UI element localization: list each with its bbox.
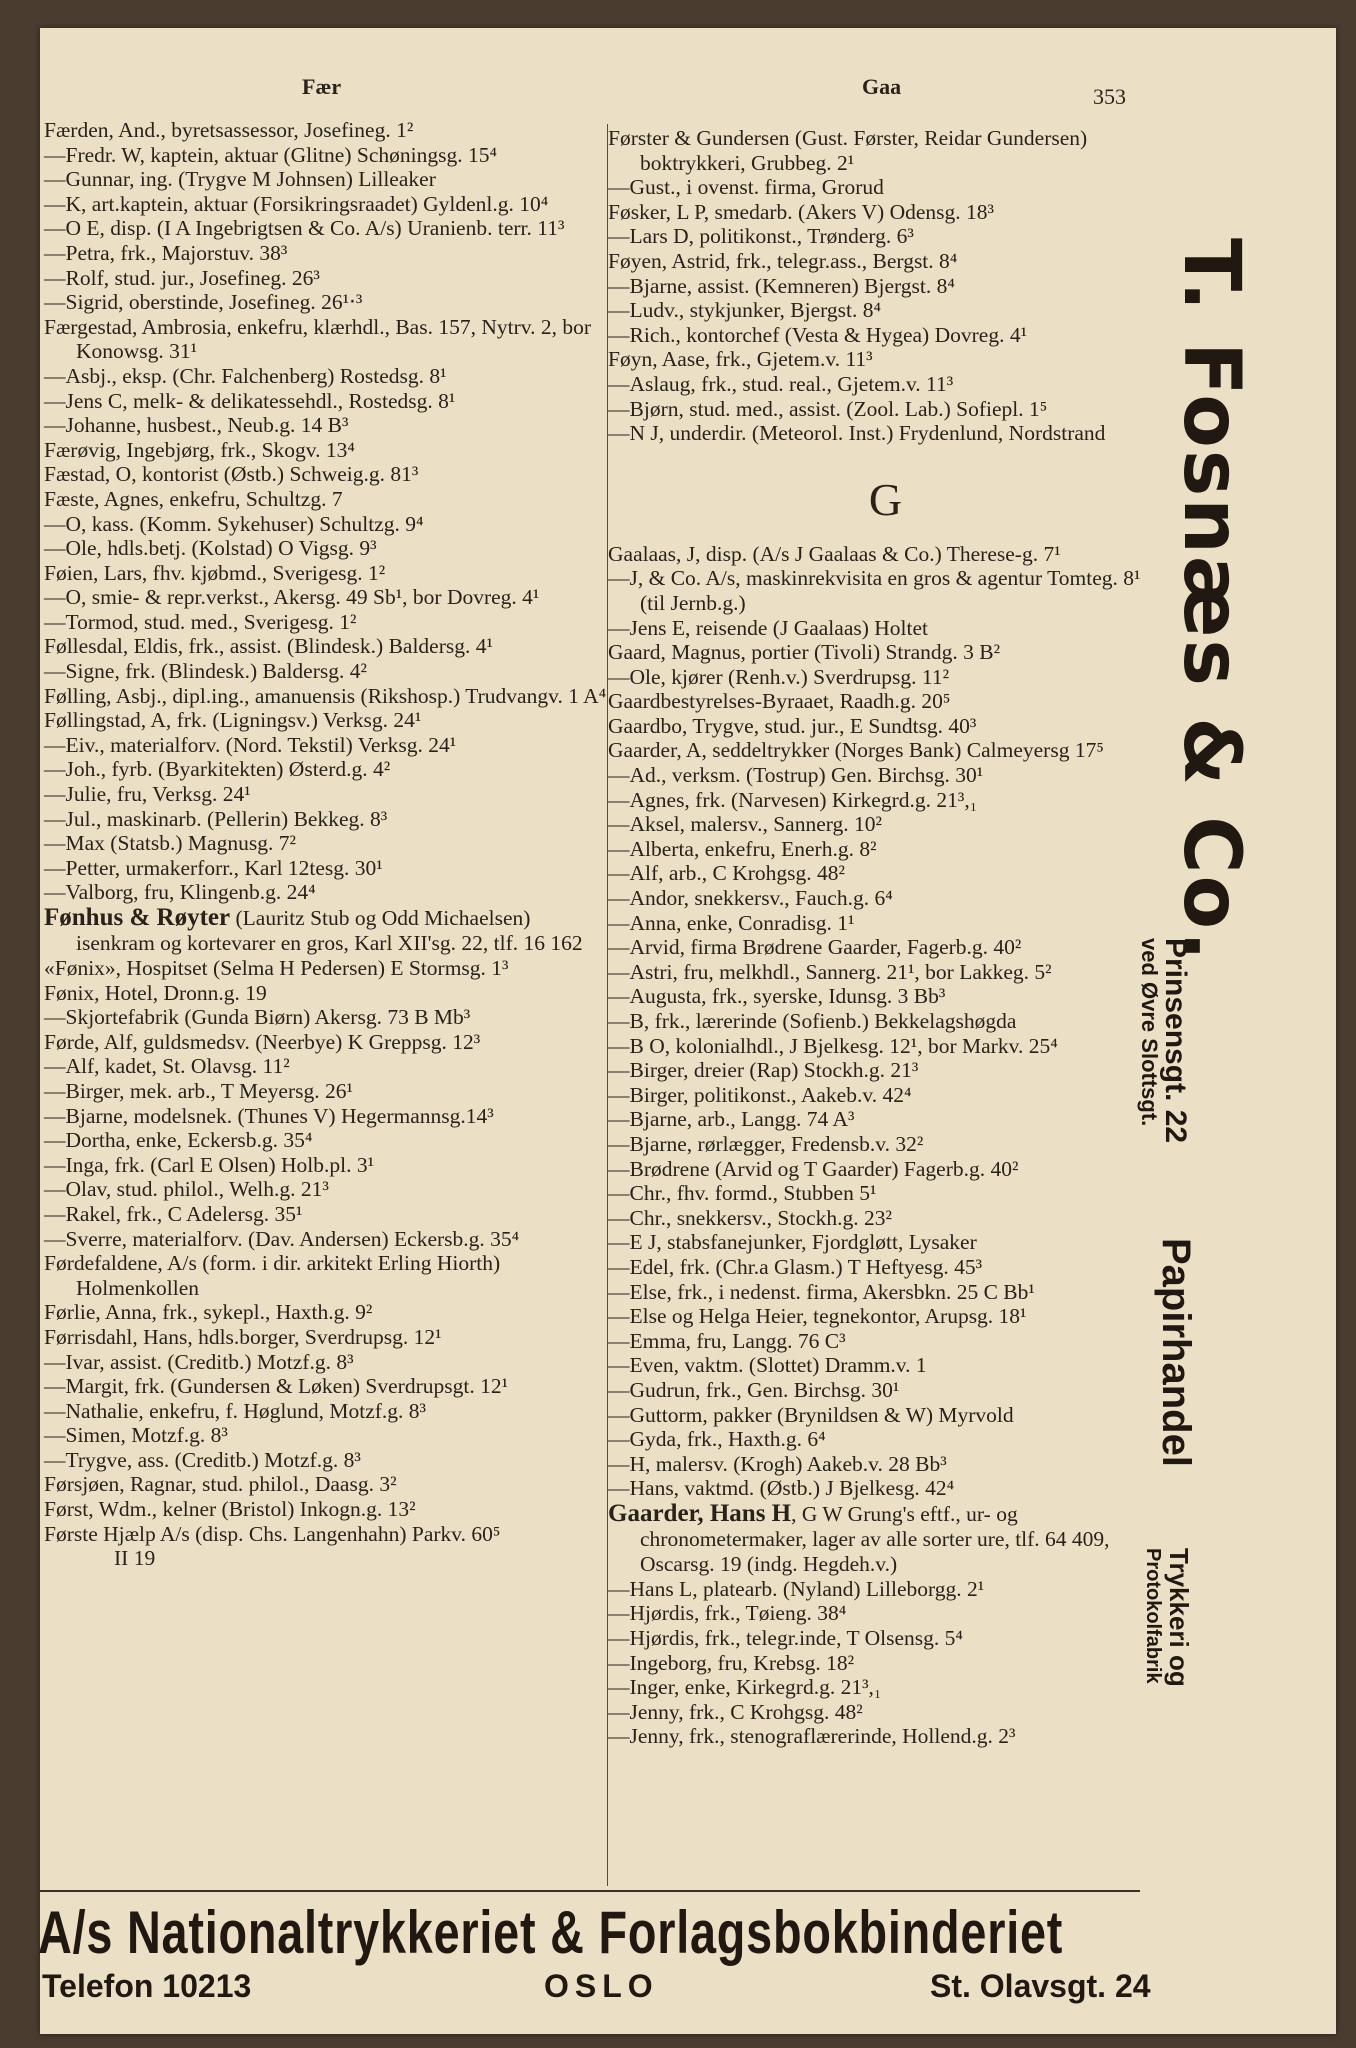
header-center: Gaa bbox=[862, 74, 902, 99]
directory-entry: —Bjarne, modelsnek. (Thunes V) Hegermannsg.14³ bbox=[44, 1103, 494, 1128]
directory-entry: —Gyda, frk., Haxth.g. 6⁴ bbox=[608, 1427, 826, 1452]
directory-entry: —Chr., snekkersv., Stockh.g. 23² bbox=[608, 1205, 892, 1230]
directory-entry: —O E, disp. (I A Ingebrigtsen & Co. A/s) Uranienb. terr. 11³ bbox=[44, 216, 565, 241]
directory-entry: —Bjarne, rørlægger, Fredensb.v. 32² bbox=[608, 1131, 924, 1156]
directory-entry: —Jenny, frk., C Krohgsg. 48² bbox=[608, 1699, 863, 1724]
right-column bbox=[608, 126, 1163, 1749]
directory-entry: Førsjøen, Ragnar, stud. philol., Daasg. 3² bbox=[44, 1472, 397, 1497]
directory-entry: Føyn, Aase, frk., Gjetem.v. 11³ bbox=[608, 347, 873, 372]
footer-address: St. Olavsgt. 24 bbox=[930, 1968, 1151, 2004]
directory-entry: —Nathalie, enkefru, f. Høglund, Motzf.g. 8³ bbox=[44, 1398, 427, 1423]
directory-entry: —Ole, kjører (Renh.v.) Sverdrupsg. 11² bbox=[608, 664, 950, 689]
directory-entry: —Hans L, platearb. (Nyland) Lilleborgg. 2¹ bbox=[608, 1576, 985, 1601]
directory-entry: Gaarder, Hans H, G W Grung's eftf., ur- og chronometermaker, lager av alle sorter ure, tlf. 64 409, Oscarsg. 19 (indg. Hegdeh.v.) bbox=[608, 1499, 1110, 1576]
directory-entry: —Jenny, frk., stenograflærerinde, Hollend.g. 2³ bbox=[608, 1724, 1016, 1749]
directory-entry: —Else, frk., i nedenst. firma, Akersbkn. 25 C Bb¹ bbox=[608, 1279, 1035, 1304]
directory-entry: —Simen, Motzf.g. 8³ bbox=[44, 1423, 228, 1448]
right-column-top bbox=[608, 126, 1163, 446]
header-left: Fær bbox=[302, 74, 342, 99]
directory-entry: —Sigrid, oberstinde, Josefineg. 26¹‧³ bbox=[44, 290, 363, 315]
directory-entry: —Valborg, fru, Klingenb.g. 24⁴ bbox=[44, 880, 316, 905]
directory-entry: Færøvig, Ingebjørg, frk., Skogv. 13⁴ bbox=[44, 437, 355, 462]
directory-entry: —Jens E, reisende (J Gaalaas) Holtet bbox=[608, 615, 929, 640]
directory-entry: —Ingeborg, fru, Krebsg. 18² bbox=[608, 1650, 855, 1675]
directory-entry: —Alf, kadet, St. Olavsg. 11² bbox=[44, 1054, 290, 1079]
directory-entry: —E J, stabsfanejunker, Fjordgløtt, Lysaker bbox=[608, 1230, 977, 1255]
directory-entry: —Margit, frk. (Gundersen & Løken) Sverdrupsgt. 12¹ bbox=[44, 1374, 509, 1399]
directory-entry: —Else og Helga Heier, tegnekontor, Arupsg. 18¹ bbox=[608, 1304, 1027, 1329]
directory-entry: —Rolf, stud. jur., Josefineg. 26³ bbox=[44, 265, 320, 290]
directory-entry: —Birger, politikonst., Aakeb.v. 42⁴ bbox=[608, 1082, 912, 1107]
directory-entry: —O, kass. (Komm. Sykehuser) Schultzg. 9⁴ bbox=[44, 511, 424, 536]
directory-entry: —Brødrene (Arvid og T Gaarder) Fagerb.g. 40² bbox=[608, 1156, 1019, 1181]
directory-entry: Først, Wdm., kelner (Bristol) Inkogn.g. 13² bbox=[44, 1497, 416, 1522]
directory-entry: Gaardbo, Trygve, stud. jur., E Sundtsg. 40³ bbox=[608, 713, 977, 738]
directory-entry: —Aksel, malersv., Sannerg. 10² bbox=[608, 812, 882, 837]
directory-entry: —Birger, mek. arb., T Meyersg. 26¹ bbox=[44, 1078, 353, 1103]
ad-company: T. Fosnæs & Co. bbox=[1166, 238, 1256, 963]
directory-entry: Føsker, L P, smedarb. (Akers V) Odensg. 18³ bbox=[608, 199, 994, 224]
directory-entry: —K, art.kaptein, aktuar (Forsikringsraadet) Gyldenl.g. 10⁴ bbox=[44, 191, 549, 216]
footer-telefon: Telefon 10213 bbox=[42, 1968, 252, 2004]
ad-address-corner: ved Øvre Slottsgt. bbox=[1137, 938, 1162, 1127]
directory-entry: —Asbj., eksp. (Chr. Falchenberg) Rostedsg. 8¹ bbox=[44, 363, 447, 388]
section-letter: G bbox=[868, 473, 903, 525]
directory-entry: —Ole, hdls.betj. (Kolstad) O Vigsg. 9³ bbox=[44, 536, 377, 561]
directory-entry: —Eiv., materialforv. (Nord. Tekstil) Verksg. 24¹ bbox=[44, 732, 457, 757]
directory-entry: —O, smie- & repr.verkst., Akersg. 49 Sb¹, bor Dovreg. 4¹ bbox=[44, 585, 540, 610]
directory-entry: —Chr., fhv. formd., Stubben 5¹ bbox=[608, 1181, 877, 1206]
directory-entry: —Bjarne, assist. (Kemneren) Bjergst. 8⁴ bbox=[608, 273, 955, 298]
directory-entry: —Hjørdis, frk., telegr.inde, T Olsensg. 5⁴ bbox=[608, 1626, 963, 1651]
directory-entry: —Even, vaktm. (Slottet) Dramm.v. 1 bbox=[608, 1353, 927, 1378]
directory-entry: —Lars D, politikonst., Trønderg. 6³ bbox=[608, 224, 914, 249]
directory-entry: —Guttorm, pakker (Brynildsen & W) Myrvold bbox=[608, 1402, 1014, 1427]
directory-entry: Fæste, Agnes, enkefru, Schultzg. 7 bbox=[44, 486, 343, 511]
directory-entry: Gaard, Magnus, portier (Tivoli) Strandg. 3 B² bbox=[608, 640, 1001, 665]
directory-entry: Gaalaas, J, disp. (A/s J Gaalaas & Co.) Therese-g. 7¹ bbox=[608, 541, 1061, 566]
directory-entry: Gaardbestyrelses-Byraaet, Raadh.g. 20⁵ bbox=[608, 689, 951, 714]
directory-entry: —Max (Statsb.) Magnusg. 7² bbox=[44, 831, 296, 856]
directory-entry: —Olav, stud. philol., Welh.g. 21³ bbox=[44, 1177, 329, 1202]
directory-entry: —Julie, fru, Verksg. 24¹ bbox=[44, 782, 251, 807]
directory-entry: Føllingstad, A, frk. (Ligningsv.) Verksg. 24¹ bbox=[44, 708, 422, 733]
directory-entry: Førrisdahl, Hans, hdls.borger, Sverdrupsg. 12¹ bbox=[44, 1324, 442, 1349]
directory-entry: —Rich., kontorchef (Vesta & Hygea) Dovreg. 4¹ bbox=[608, 322, 1028, 347]
directory-entry: —Jens C, melk- & delikatessehdl., Rostedsg. 8¹ bbox=[44, 388, 456, 413]
directory-entry: Førlie, Anna, frk., sykepl., Haxth.g. 9² bbox=[44, 1300, 373, 1325]
right-column-bottom bbox=[608, 542, 1163, 1749]
directory-entry: —Petra, frk., Majorstuv. 38³ bbox=[44, 240, 288, 265]
directory-entry: Føllesdal, Eldis, frk., assist. (Blindesk.) Baldersg. 4¹ bbox=[44, 634, 493, 659]
directory-entry: —Edel, frk. (Chr.a Glasm.) T Heftyesg. 45³ bbox=[608, 1254, 983, 1279]
directory-entry: —Jul., maskinarb. (Pellerin) Bekkeg. 8³ bbox=[44, 806, 388, 831]
footer-city: OSLO bbox=[544, 1968, 659, 2004]
directory-entry: —Bjørn, stud. med., assist. (Zool. Lab.) Sofiepl. 1⁵ bbox=[608, 396, 1048, 421]
directory-entry: —Sverre, materialforv. (Dav. Andersen) Eckersb.g. 35⁴ bbox=[44, 1226, 520, 1251]
directory-entry: —Johanne, husbest., Neub.g. 14 B³ bbox=[44, 413, 349, 438]
footer-printer-name: A/s Nationaltrykkeriet & Forlagsbokbinderiet bbox=[38, 1899, 1064, 1966]
directory-entry: —Skjortefabrik (Gunda Biørn) Akersg. 73 B Mb³ bbox=[44, 1005, 471, 1030]
directory-page bbox=[40, 28, 1336, 2034]
directory-entry: —B, frk., lærerinde (Sofienb.) Bekkelagshøgda bbox=[608, 1009, 1017, 1033]
directory-entry: —Gunnar, ing. (Trygve M Johnsen) Lilleaker bbox=[44, 167, 436, 192]
directory-entry: —B O, kolonialhdl., J Bjelkesg. 12¹, bor Markv. 25⁴ bbox=[608, 1033, 1058, 1058]
directory-entry: Fønhus & Røyter (Lauritz Stub og Odd Michaelsen) isenkram og kortevarer en gros, Karl XII'sg. 22, tlf. 16 162 bbox=[44, 904, 583, 955]
directory-entry: —Inger, enke, Kirkegrd.g. 21³,₁ bbox=[608, 1675, 882, 1700]
directory-entry: —Trygve, ass. (Creditb.) Motzf.g. 8³ bbox=[44, 1447, 361, 1472]
directory-entry: —H, malersv. (Krogh) Aakeb.v. 28 Bb³ bbox=[608, 1451, 947, 1476]
directory-entry: —Petter, urmakerforr., Karl 12tesg. 30¹ bbox=[44, 855, 383, 880]
directory-entry: —Augusta, frk., syerske, Idunsg. 3 Bb³ bbox=[608, 984, 946, 1009]
directory-entry: —N J, underdir. (Meteorol. Inst.) Frydenlund, Nordstrand bbox=[608, 421, 1106, 446]
directory-entry: —Aslaug, frk., stud. real., Gjetem.v. 11³ bbox=[608, 371, 954, 396]
directory-entry: Førde, Alf, guldsmedsv. (Neerbye) K Greppsg. 12³ bbox=[44, 1029, 481, 1054]
directory-entry: —Dortha, enke, Eckersb.g. 35⁴ bbox=[44, 1128, 313, 1153]
ad-trade-ledgers: Protokolfabrik bbox=[1142, 1548, 1164, 1684]
directory-entry: —Ivar, assist. (Creditb.) Motzf.g. 8³ bbox=[44, 1349, 354, 1374]
directory-entry: —Fredr. W, kaptein, aktuar (Glitne) Schøningsg. 15⁴ bbox=[44, 142, 497, 167]
directory-entry: «Fønix», Hospitset (Selma H Pedersen) E Stormsg. 1³ bbox=[44, 956, 509, 980]
directory-entry: Færden, And., byretsassessor, Josefineg. 1² bbox=[44, 118, 414, 142]
left-column bbox=[44, 118, 612, 1571]
directory-entry: Fæstad, O, kontorist (Østb.) Schweig.g. 81³ bbox=[44, 462, 419, 487]
directory-entry: —Ludv., stykjunker, Bjergst. 8⁴ bbox=[608, 298, 881, 323]
directory-entry: Førdefaldene, A/s (form. i dir. arkitekt Erling Hiorth) Holmenkollen bbox=[44, 1251, 501, 1300]
directory-entry: —Gudrun, frk., Gen. Birchsg. 30¹ bbox=[608, 1377, 900, 1402]
directory-entry: —Bjarne, arb., Langg. 74 A³ bbox=[608, 1107, 855, 1132]
directory-entry: —Arvid, firma Brødrene Gaarder, Fagerb.g. 40² bbox=[608, 935, 1022, 960]
directory-entry: —Inga, frk. (Carl E Olsen) Holb.pl. 3¹ bbox=[44, 1152, 375, 1177]
directory-entry: Følling, Asbj., dipl.ing., amanuensis (Rikshosp.) Trudvangv. 1 A⁴ bbox=[44, 683, 607, 708]
footer-rule bbox=[40, 1890, 1140, 1892]
directory-entry: Føien, Lars, fhv. kjøbmd., Sverigesg. 1² bbox=[44, 560, 386, 585]
directory-entry: Fønix, Hotel, Dronn.g. 19 bbox=[44, 980, 267, 1005]
directory-entry: —Alberta, enkefru, Enerh.g. 8² bbox=[608, 836, 877, 861]
directory-entry: —Agnes, frk. (Narvesen) Kirkegrd.g. 21³,₁ bbox=[608, 787, 978, 812]
directory-entry: —Tormod, stud. med., Sverigesg. 1² bbox=[44, 609, 357, 634]
directory-entry: Færgestad, Ambrosia, enkefru, klærhdl., Bas. 157, Nytrv. 2, bor Konowsg. 31¹ bbox=[44, 314, 592, 364]
ad-address-street: Prinsensgt. 22 bbox=[1159, 938, 1192, 1144]
directory-entry: Gaarder, A, seddeltrykker (Norges Bank) Calmeyersg 17⁵ bbox=[608, 738, 1104, 763]
page-number: 353 bbox=[1093, 84, 1126, 109]
directory-entry: —Signe, frk. (Blindesk.) Baldersg. 4² bbox=[44, 659, 367, 684]
directory-entry: —J, & Co. A/s, maskinrekvisita en gros & agentur Tomteg. 8¹ (til Jernb.g.) bbox=[608, 566, 1141, 615]
directory-entry: II 19 bbox=[114, 1546, 156, 1571]
ad-trade: Papirhandel bbox=[1154, 1238, 1198, 1467]
directory-entry: —Emma, fru, Langg. 76 C³ bbox=[608, 1328, 846, 1353]
directory-entry: Førster & Gundersen (Gust. Førster, Reidar Gundersen) boktrykkeri, Grubbeg. 2¹ bbox=[608, 126, 1088, 175]
directory-entry: —Rakel, frk., C Adelersg. 35¹ bbox=[44, 1201, 303, 1226]
directory-entry: —Joh., fyrb. (Byarkitekten) Østerd.g. 4² bbox=[44, 757, 391, 782]
directory-entry: Første Hjælp A/s (disp. Chs. Langenhahn) Parkv. 60⁵ bbox=[44, 1521, 501, 1546]
directory-entry: —Andor, snekkersv., Fauch.g. 6⁴ bbox=[608, 886, 893, 911]
directory-entry: —Alf, arb., C Krohgsg. 48² bbox=[608, 861, 845, 886]
directory-entry: —Anna, enke, Conradisg. 1¹ bbox=[608, 910, 855, 935]
directory-entry: —Astri, fru, melkhdl., Sannerg. 21¹, bor Lakkeg. 5² bbox=[608, 959, 1052, 984]
directory-entry: —Ad., verksm. (Tostrup) Gen. Birchsg. 30¹ bbox=[608, 763, 984, 788]
directory-entry: Føyen, Astrid, frk., telegr.ass., Bergst. 8⁴ bbox=[608, 248, 958, 273]
sidebar-advertisement bbox=[1137, 238, 1336, 1838]
directory-entry: —Hans, vaktmd. (Østb.) J Bjelkesg. 42⁴ bbox=[608, 1476, 955, 1501]
directory-entry: —Birger, dreier (Rap) Stockh.g. 21³ bbox=[608, 1058, 919, 1083]
directory-entry: —Gust., i ovenst. firma, Grorud bbox=[608, 175, 884, 200]
directory-entry: —Hjørdis, frk., Tøieng. 38⁴ bbox=[608, 1601, 847, 1626]
ad-trade-printing: Trykkeri og bbox=[1164, 1548, 1194, 1687]
